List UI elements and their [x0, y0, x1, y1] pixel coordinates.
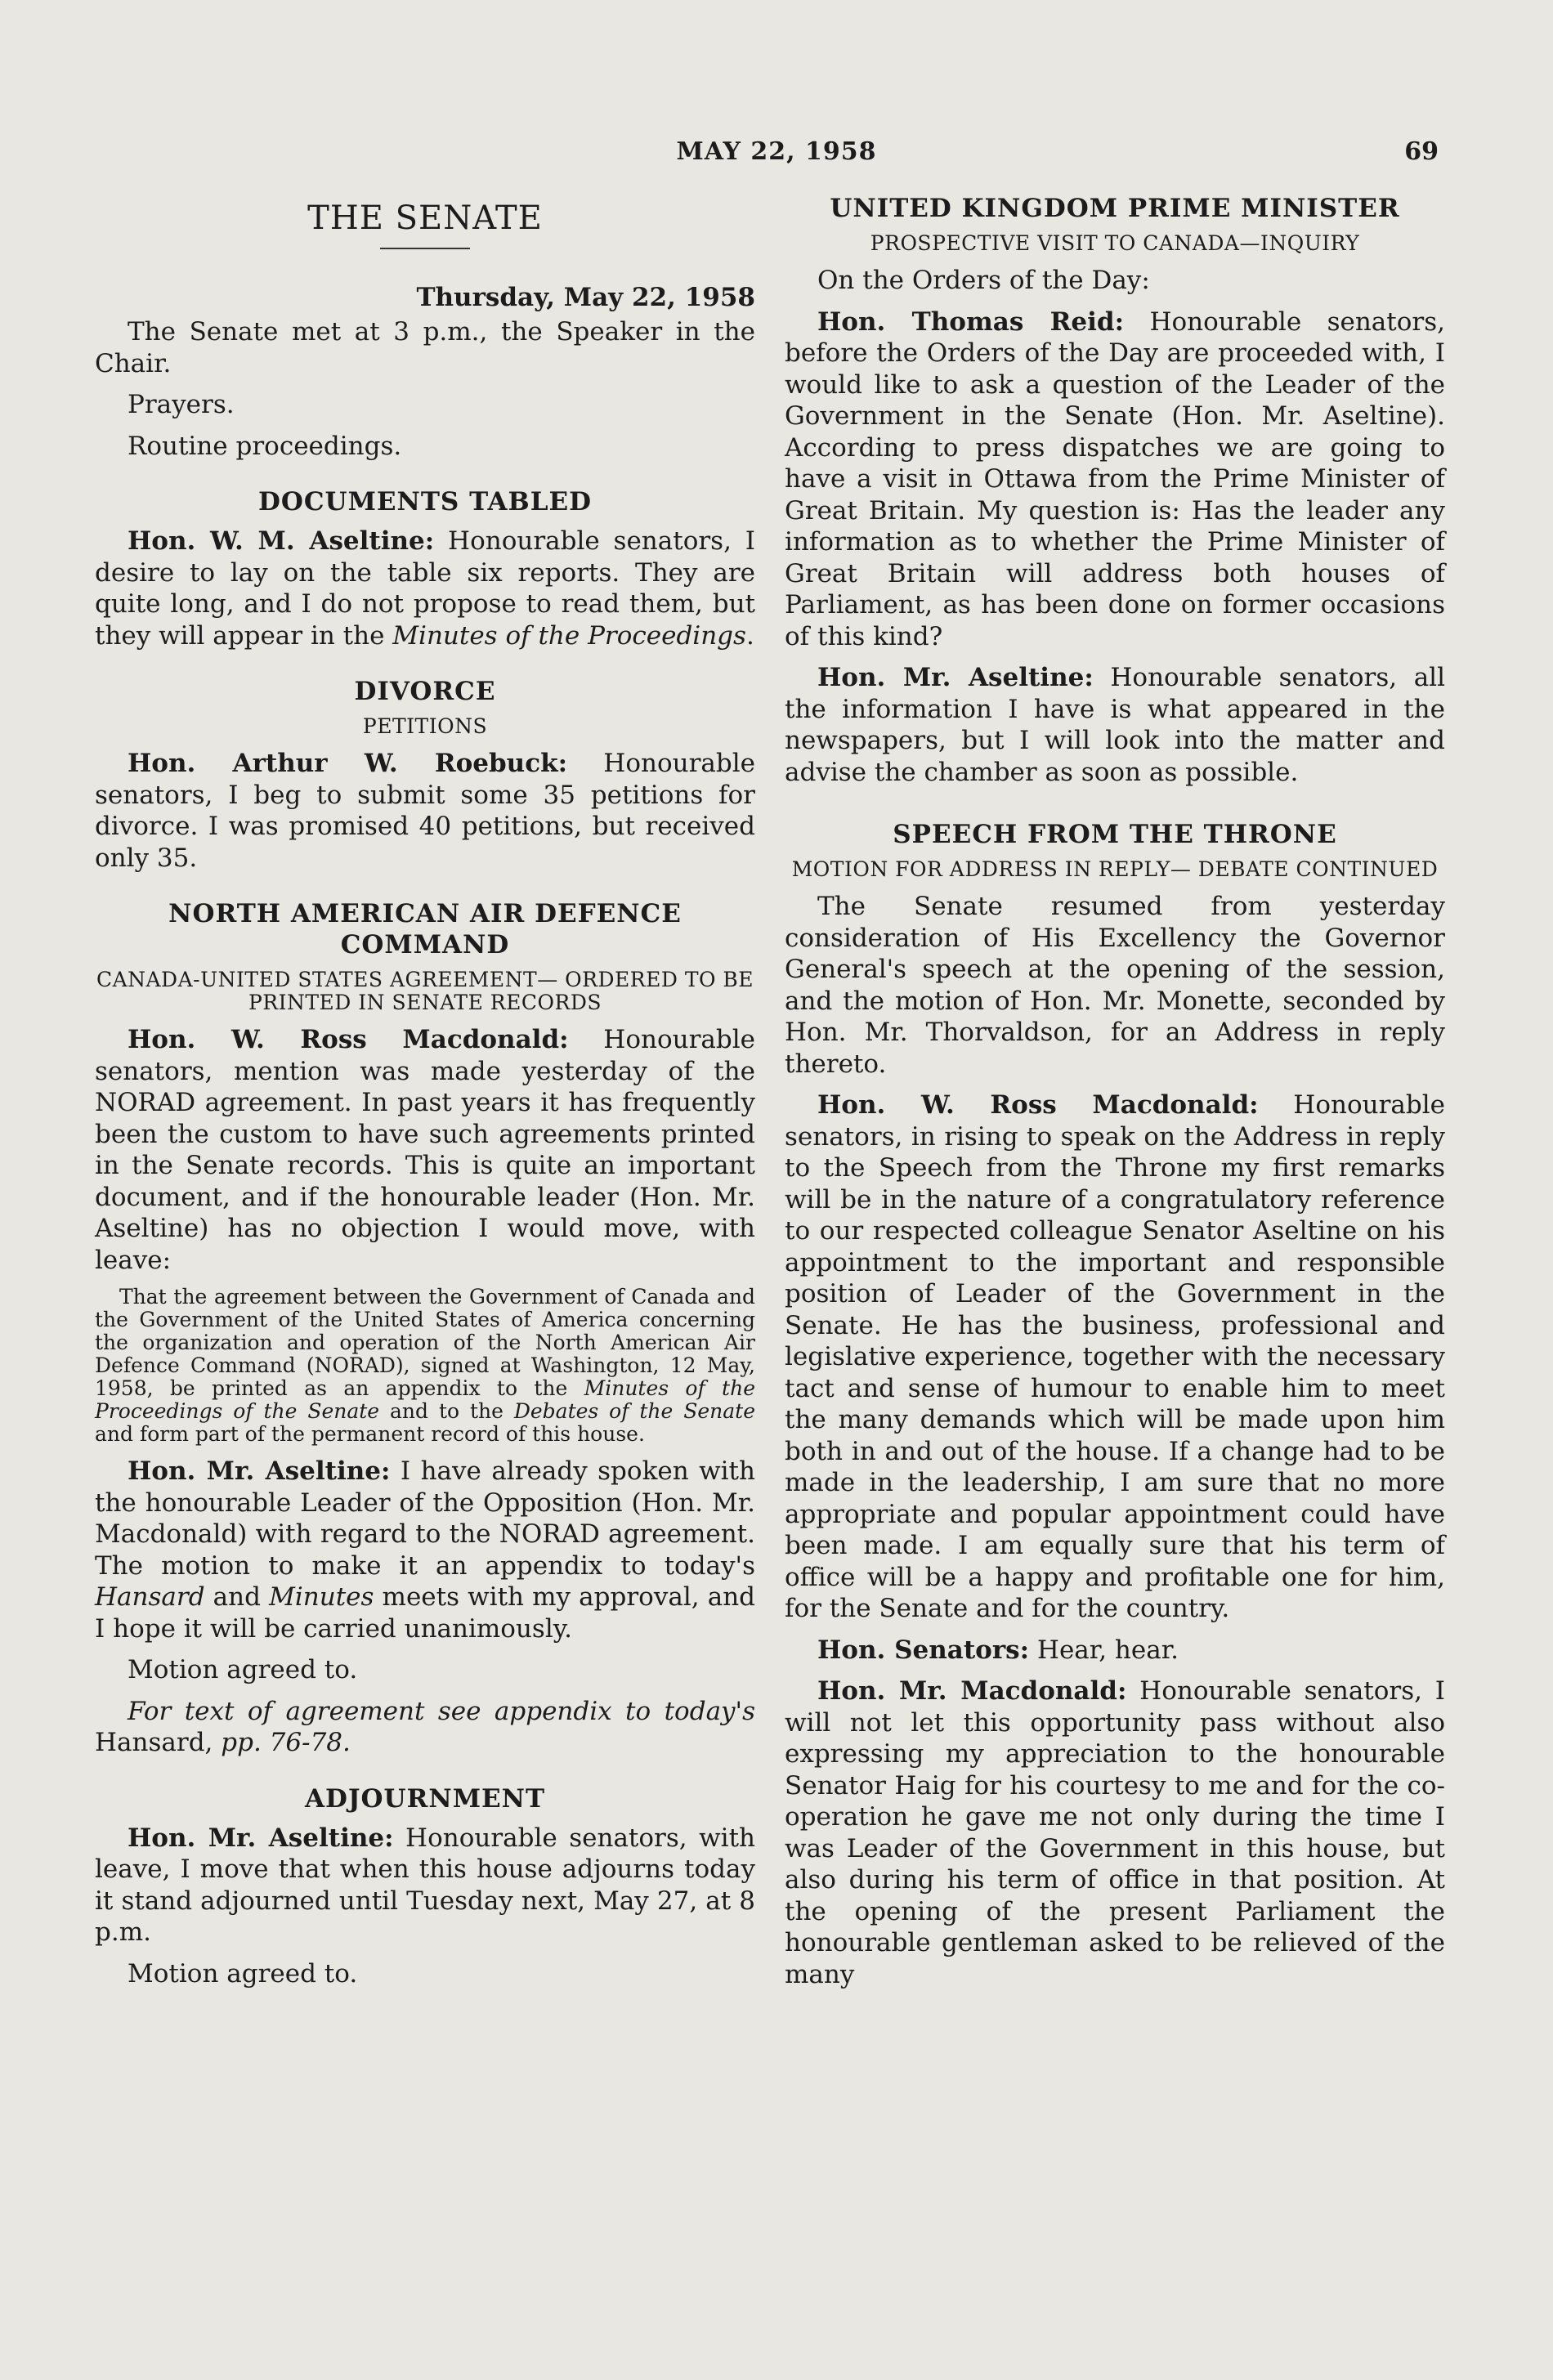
speaker-name: Hon. Senators:	[817, 1635, 1030, 1665]
throne-heading: SPEECH FROM THE THRONE	[893, 820, 1337, 849]
senate-title: THE SENATE	[307, 199, 543, 237]
norad-motion-quote: That the agreement between the Government of Canada and the Government of the United States of America concerning the organization and operation of the North American Air Defence Command (NORAD), signed at Washington, 12 May, 1958, be printed as an appendix to the Minutes of the Proceedings of the Senate and to the Debates of the Senate and form part of the permanent record of this house.	[95, 1285, 756, 1446]
norad-appendix-note: For text of agreement see appendix to today's Hansard, pp. 76-78.	[95, 1696, 755, 1757]
divorce-heading: DIVORCE	[354, 677, 496, 706]
right-column	[785, 193, 1445, 2000]
left-column	[95, 193, 755, 1999]
page-number: 69	[1404, 137, 1439, 166]
documents-paragraph: Hon. W. M. Aseltine: Honourable senators, I desire to lay on the table six reports. They are quite long, and I do not propose to read them, but they will appear in the Minutes of the Proceedings.	[95, 526, 755, 651]
running-header	[0, 137, 1553, 170]
header-date: MAY 22, 1958	[676, 137, 877, 166]
throne-resumed: The Senate resumed from yesterday consideration of His Excellency the Governor General's speech at the opening of the session, and the motion of Hon. Mr. Monette, seconded by Hon. Mr. Thorvaldson, for an Address in reply thereto.	[785, 892, 1445, 1079]
documents-heading: DOCUMENTS TABLED	[257, 487, 593, 517]
norad-paragraph-2: Hon. Mr. Aseltine: I have already spoken with the honourable Leader of the Opposition (Hon. Mr. Macdonald) with regard to the NORAD agreement. The motion to make it an appendix to today's Hansard and Minutes meets with my approval, and I hope it will be carried unanimously.	[95, 1456, 756, 1644]
ukpm-subheading: PROSPECTIVE VISIT TO CANADA—INQUIRY	[870, 231, 1360, 255]
divorce-subheading: PETITIONS	[362, 714, 488, 738]
speaker-name: Hon. W. Ross Macdonald:	[128, 1025, 569, 1054]
throne-paragraph-3: Hon. Mr. Macdonald: Honourable senators, I will not let this opportunity pass without also expressing my appreciation to the honourable Senator Haig for his courtesy to me and for the co-operation he gave me not only during the time I was Leader of the Government in this house, but also during his term of office in that position. At the opening of the present Parliament the honourable gentleman asked to be relieved of the many	[785, 1676, 1445, 1989]
speaker-name: Hon. W. M. Aseltine:	[128, 526, 435, 556]
ukpm-paragraph-2: Hon. Mr. Aseltine: Honourable senators, all the information I have is what appeared in the newspapers, but I will look into the matter and advise the chamber as soon as possible.	[785, 663, 1445, 787]
speaker-name: Hon. Mr. Aseltine:	[128, 1823, 394, 1853]
norad-subheading: CANADA-UNITED STATES AGREEMENT— ORDERED TO BE PRINTED IN SENATE RECORDS	[96, 968, 754, 1014]
title-rule	[380, 248, 470, 249]
speaker-name: Hon. W. Ross Macdonald:	[817, 1090, 1259, 1120]
norad-heading: NORTH AMERICAN AIR DEFENCE COMMAND	[168, 899, 682, 960]
ukpm-paragraph-1: Hon. Thomas Reid: Honourable senators, before the Orders of the Day are proceeded with, I would like to ask a question of the Leader of the Government in the Senate (Hon. Mr. Aseltine). According to press dispatches we are going to have a visit in Ottawa from the Prime Minister of Great Britain. My question is: Has the leader any information as to whether the Prime Minister of Great Britain will address both houses of Parliament, as has been done on former occasions of this kind?	[785, 306, 1445, 651]
orders-of-day: On the Orders of the Day:	[817, 266, 1150, 295]
throne-paragraph-2: Hon. Senators: Hear, hear.	[817, 1635, 1179, 1665]
speaker-name: Hon. Arthur W. Roebuck:	[128, 749, 568, 778]
divorce-paragraph: Hon. Arthur W. Roebuck: Honourable senators, I beg to submit some 35 petitions for divorce. I was promised 40 petitions, but received only 35.	[95, 749, 755, 873]
adjournment-heading: ADJOURNMENT	[304, 1783, 546, 1814]
routine-text: Routine proceedings.	[128, 431, 402, 461]
speaker-name: Hon. Mr. Aseltine:	[817, 663, 1094, 692]
opening-text: The Senate met at 3 p.m., the Speaker in the Chair.	[95, 317, 755, 378]
throne-subheading: MOTION FOR ADDRESS IN REPLY— DEBATE CONTINUED	[791, 857, 1439, 881]
ukpm-heading: UNITED KINGDOM PRIME MINISTER	[830, 194, 1400, 223]
speaker-name: Hon. Mr. Aseltine:	[128, 1456, 391, 1486]
speaker-name: Hon. Mr. Macdonald:	[817, 1676, 1127, 1706]
speaker-name: Hon. Thomas Reid:	[817, 306, 1125, 337]
adjournment-paragraph: Hon. Mr. Aseltine: Honourable senators, with leave, I move that when this house adjourns today it stand adjourned until Tuesday next, May 27, at 8 p.m.	[95, 1823, 755, 1947]
norad-agreed: Motion agreed to.	[128, 1655, 358, 1684]
norad-paragraph-1: Hon. W. Ross Macdonald: Honourable senators, mention was made yesterday of the NORAD agreement. In past years it has frequently been the custom to have such agreements printed in the Senate records. This is quite an important document, and if the honourable leader (Hon. Mr. Aseltine) has no objection I would move, with leave:	[95, 1025, 755, 1275]
sitting-date: Thursday, May 22, 1958	[416, 282, 755, 312]
prayers-text: Prayers.	[128, 390, 235, 419]
throne-paragraph-1: Hon. W. Ross Macdonald: Honourable senators, in rising to speak on the Address in reply to the Speech from the Throne my first remarks will be in the nature of a congratulatory reference to our respected colleague Senator Aseltine on his appointment to the important and responsible position of Leader of the Government in the Senate. He has the business, professional and legislative experience, together with the necessary tact and sense of humour to enable him to meet the many demands which will be made upon him both in and out of the house. If a change had to be made in the leadership, I am sure that no more appropriate and popular appointment could have been made. I am equally sure that his term of office will be a happy and profitable one for him, for the Senate and for the country.	[785, 1090, 1445, 1623]
adjournment-agreed: Motion agreed to.	[128, 1958, 358, 1989]
